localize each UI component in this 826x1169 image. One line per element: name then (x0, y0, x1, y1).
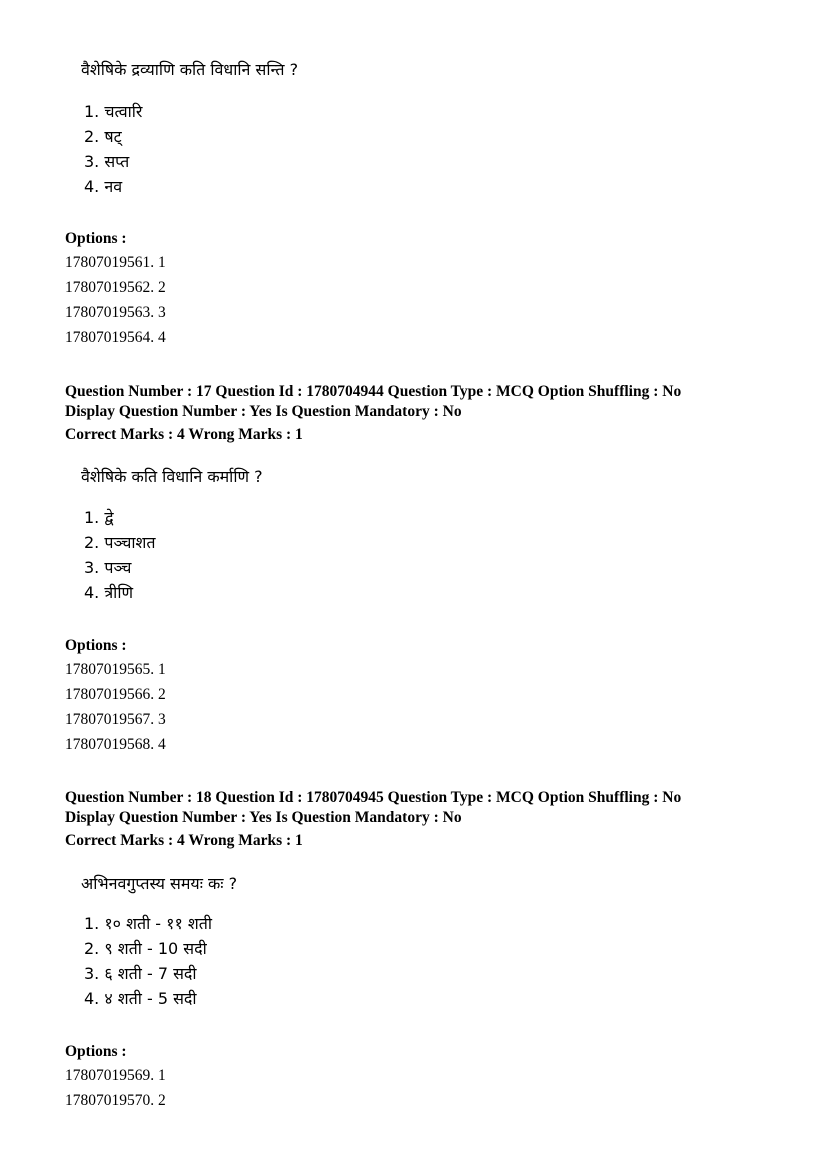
answer-choices (84, 911, 212, 1011)
options-label: Options : (65, 637, 127, 654)
option-id-row: 17807019570. 2 (65, 1092, 166, 1109)
options-label: Options : (65, 230, 127, 247)
question-text: अभिनवगुप्तस्य समयः कः ? (81, 874, 238, 893)
option-id-row: 17807019568. 4 (65, 736, 166, 753)
answer-choice: 2. षट् (84, 127, 122, 146)
option-id-row: 17807019561. 1 (65, 254, 166, 271)
options-label: Options : (65, 1043, 127, 1060)
answer-choice: 2. ९ शती - 10 सदी (84, 939, 207, 958)
answer-choice: 4. त्रीणि (84, 583, 134, 602)
answer-choice: 4. नव (84, 177, 123, 196)
question-header (65, 382, 681, 445)
option-id-row: 17807019565. 1 (65, 661, 166, 678)
answer-choice: 1. द्वे (84, 508, 114, 527)
question-meta-line: Display Question Number : Yes Is Question Mandatory : No (65, 403, 462, 420)
question-meta-line: Question Number : 18 Question Id : 1780704945 Question Type : MCQ Option Shuffling : No (65, 789, 682, 806)
answer-choices (84, 99, 142, 199)
option-id-row: 17807019566. 2 (65, 686, 166, 703)
option-id-list (65, 1063, 166, 1113)
marks-line: Correct Marks : 4 Wrong Marks : 1 (65, 832, 303, 849)
answer-choice: 3. पञ्च (84, 558, 132, 577)
option-id-list (65, 657, 166, 757)
answer-choice: 1. चत्वारि (84, 102, 143, 121)
option-id-row: 17807019564. 4 (65, 329, 166, 346)
question-meta-line: Display Question Number : Yes Is Question Mandatory : No (65, 809, 462, 826)
question-meta-line: Question Number : 17 Question Id : 1780704944 Question Type : MCQ Option Shuffling : No (65, 383, 682, 400)
option-id-row: 17807019569. 1 (65, 1067, 166, 1084)
option-id-list (65, 250, 166, 350)
answer-choices (84, 505, 156, 605)
option-id-row: 17807019562. 2 (65, 279, 166, 296)
answer-choice: 4. ४ शती - 5 सदी (84, 989, 197, 1008)
question-text: वैशेषिके कति विधानि कर्माणि ? (81, 467, 263, 486)
answer-choice: 3. सप्त (84, 152, 130, 171)
answer-choice: 3. ६ शती - 7 सदी (84, 964, 197, 983)
answer-choice: 1. १० शती - ११ शती (84, 914, 213, 933)
question-text: वैशेषिके द्रव्याणि कति विधानि सन्ति ? (81, 60, 299, 79)
option-id-row: 17807019567. 3 (65, 711, 166, 728)
marks-line: Correct Marks : 4 Wrong Marks : 1 (65, 426, 303, 443)
option-id-row: 17807019563. 3 (65, 304, 166, 321)
answer-choice: 2. पञ्चाशत (84, 533, 156, 552)
question-header (65, 788, 681, 851)
